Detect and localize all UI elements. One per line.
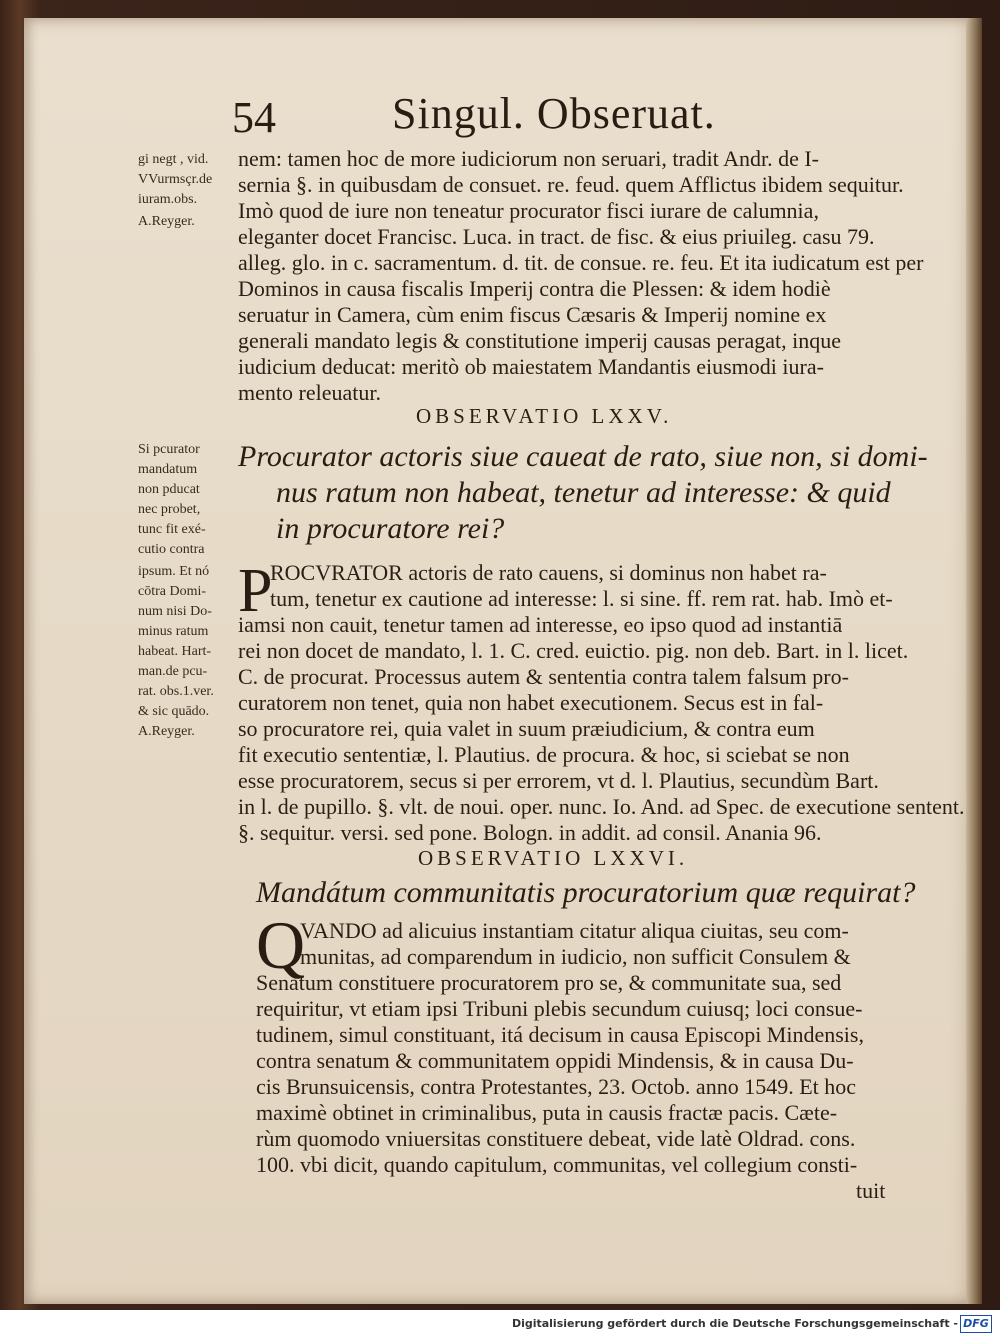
margin-line: A.Reyger. [138, 214, 195, 229]
dfg-logo-icon: DFG [960, 1315, 992, 1333]
text-line: in l. de pupillo. §. vlt. de noui. oper. nunc. Io. And. ad Spec. de executione sentent. [238, 794, 965, 819]
page-number: 54 [232, 93, 276, 142]
text-line: Senatum constituere procuratorem pro se, & communitate sua, sed [256, 970, 842, 995]
margin-line: nec probet, [138, 502, 201, 517]
catchword: tuit [856, 1178, 886, 1203]
text-line: cis Brunsuicensis, contra Protestantes, 23. Octob. anno 1549. Et hoc [256, 1074, 857, 1099]
margin-line: man.de pcu- [138, 664, 208, 679]
drop-cap-q: Q [256, 907, 306, 983]
text-line: nem: tamen hoc de more iudiciorum non seruari, tradit Andr. de I- [238, 146, 820, 171]
text-line: generali mandato legis & constitutione imperij causas peragat, inque [238, 328, 841, 353]
text-line: tum, tenetur ex cautione ad interesse: l. si sine. ff. rem rat. hab. Imò et- [270, 586, 893, 611]
footer-credit: Digitalisierung gefördert durch die Deutsche Forschungsgemeinschaft - [511, 1317, 958, 1330]
margin-line: cutio contra [138, 542, 205, 557]
text-line: Dominos in causa fiscalis Imperij contra die Plessen: & idem hodiè [238, 276, 831, 301]
margin-line: minus ratum [138, 624, 209, 639]
text-line: tudinem, simul constituant, itá decisum in causa Episcopi Mindensis, [256, 1022, 864, 1047]
text-line: esse procuratorem, secus si per errorem, vt d. l. Plautius, secundùm Bart. [238, 768, 879, 793]
footer-bar [0, 1310, 1000, 1338]
text-line: alleg. glo. in c. sacramentum. d. tit. de consue. re. feu. Et ita iudicatum est per [238, 250, 924, 275]
drop-cap-p: P [238, 557, 273, 625]
text-line: munitas, ad comparendum in iudicio, non sufficit Consulem & [300, 944, 851, 969]
summary-line: Mandátum communitatis procuratorium quæ requirat? [256, 876, 916, 909]
text-line: fit executio sententiæ, l. Plautius. de procura. & hoc, si sciebat se non [238, 742, 850, 767]
margin-line: habeat. Hart- [138, 644, 212, 659]
text-line: §. sequitur. versi. sed pone. Bologn. in addit. ad consil. Anania 96. [238, 820, 822, 845]
page-header [232, 88, 752, 144]
page-edge [966, 18, 982, 1304]
text-line: Imò quod de iure non teneatur procurator fisci iurare de calumnia, [238, 198, 819, 223]
margin-line: & sic quādo. [138, 704, 210, 719]
margin-line: mandatum [138, 462, 198, 477]
text-line: eleganter docet Francisc. Luca. in tract. de fisc. & eius priuileg. casu 79. [238, 224, 875, 249]
text-line: 100. vbi dicit, quando capitulum, communitas, vel collegium consti- [256, 1152, 858, 1177]
text-line: ROCVRATOR actoris de rato cauens, si dominus non habet ra- [270, 560, 827, 585]
margin-line: A.Reyger. [138, 724, 195, 739]
running-title: Singul. Obseruat. [392, 89, 716, 138]
margin-line: tunc fit exé- [138, 522, 206, 537]
section-heading-76: OBSERVATIO LXXVI. [418, 846, 689, 870]
text-line: mento releuatur. [238, 380, 381, 405]
text-line: sernia §. in quibusdam de consuet. re. feud. quem Afflictus ibidem sequitur. [238, 172, 904, 197]
text-line: iudicium deducat: meritò ob maiestatem Mandantis eiusmodi iura- [238, 354, 824, 379]
margin-line: non pducat [138, 482, 200, 497]
margin-line: ipsum. Et nó [138, 564, 210, 579]
summary-line: nus ratum non habeat, tenetur ad interesse: & quid [276, 476, 891, 509]
summary-line: in procuratore rei? [276, 512, 505, 545]
margin-line: rat. obs.1.ver. [138, 684, 214, 699]
margin-line: Si pcurator [138, 442, 200, 457]
text-line: VANDO ad alicuius instantiam citatur aliqua ciuitas, seu com- [300, 918, 849, 943]
margin-line: iuram.obs. [138, 192, 198, 207]
text-line: maximè obtinet in criminalibus, puta in causis fractæ pacis. Cæte- [256, 1100, 838, 1125]
text-line: rei non docet de mandato, l. 1. C. cred. euictio. pig. non deb. Bart. in l. licet. [238, 638, 909, 663]
text-line: rùm quomodo vniuersitas constituere debeat, vide latè Oldrad. cons. [256, 1126, 856, 1151]
text-line: iamsi non cauit, tenetur tamen ad interesse, eo ipso quod ad instantiā [238, 612, 843, 637]
margin-line: cōtra Domi- [138, 584, 207, 599]
summary-line: Procurator actoris siue caueat de rato, siue non, si domi- [238, 440, 928, 473]
margin-line: VVurmsçr.de [138, 172, 213, 187]
text-line: C. de procurat. Processus autem & sententia contra talem falsum pro- [238, 664, 849, 689]
text-line: seruatur in Camera, cùm enim fiscus Cæsaris & Imperij nomine ex [238, 302, 827, 327]
text-line: so procuratore rei, quia valet in suum præiudicium, & contra eum [238, 716, 815, 741]
text-line: contra senatum & communitatem oppidi Mindensis, & in causa Du- [256, 1048, 854, 1073]
text-line: requiritur, vt etiam ipsi Tribuni plebis secundum cuiusq; loci consue- [256, 996, 863, 1021]
margin-line: num nisi Do- [138, 604, 212, 619]
text-line: curatorem non tenet, quia non habet executionem. Secus est in fal- [238, 690, 824, 715]
margin-line: gi negt , vid. [138, 152, 209, 167]
section-heading-75: OBSERVATIO LXXV. [416, 404, 673, 428]
